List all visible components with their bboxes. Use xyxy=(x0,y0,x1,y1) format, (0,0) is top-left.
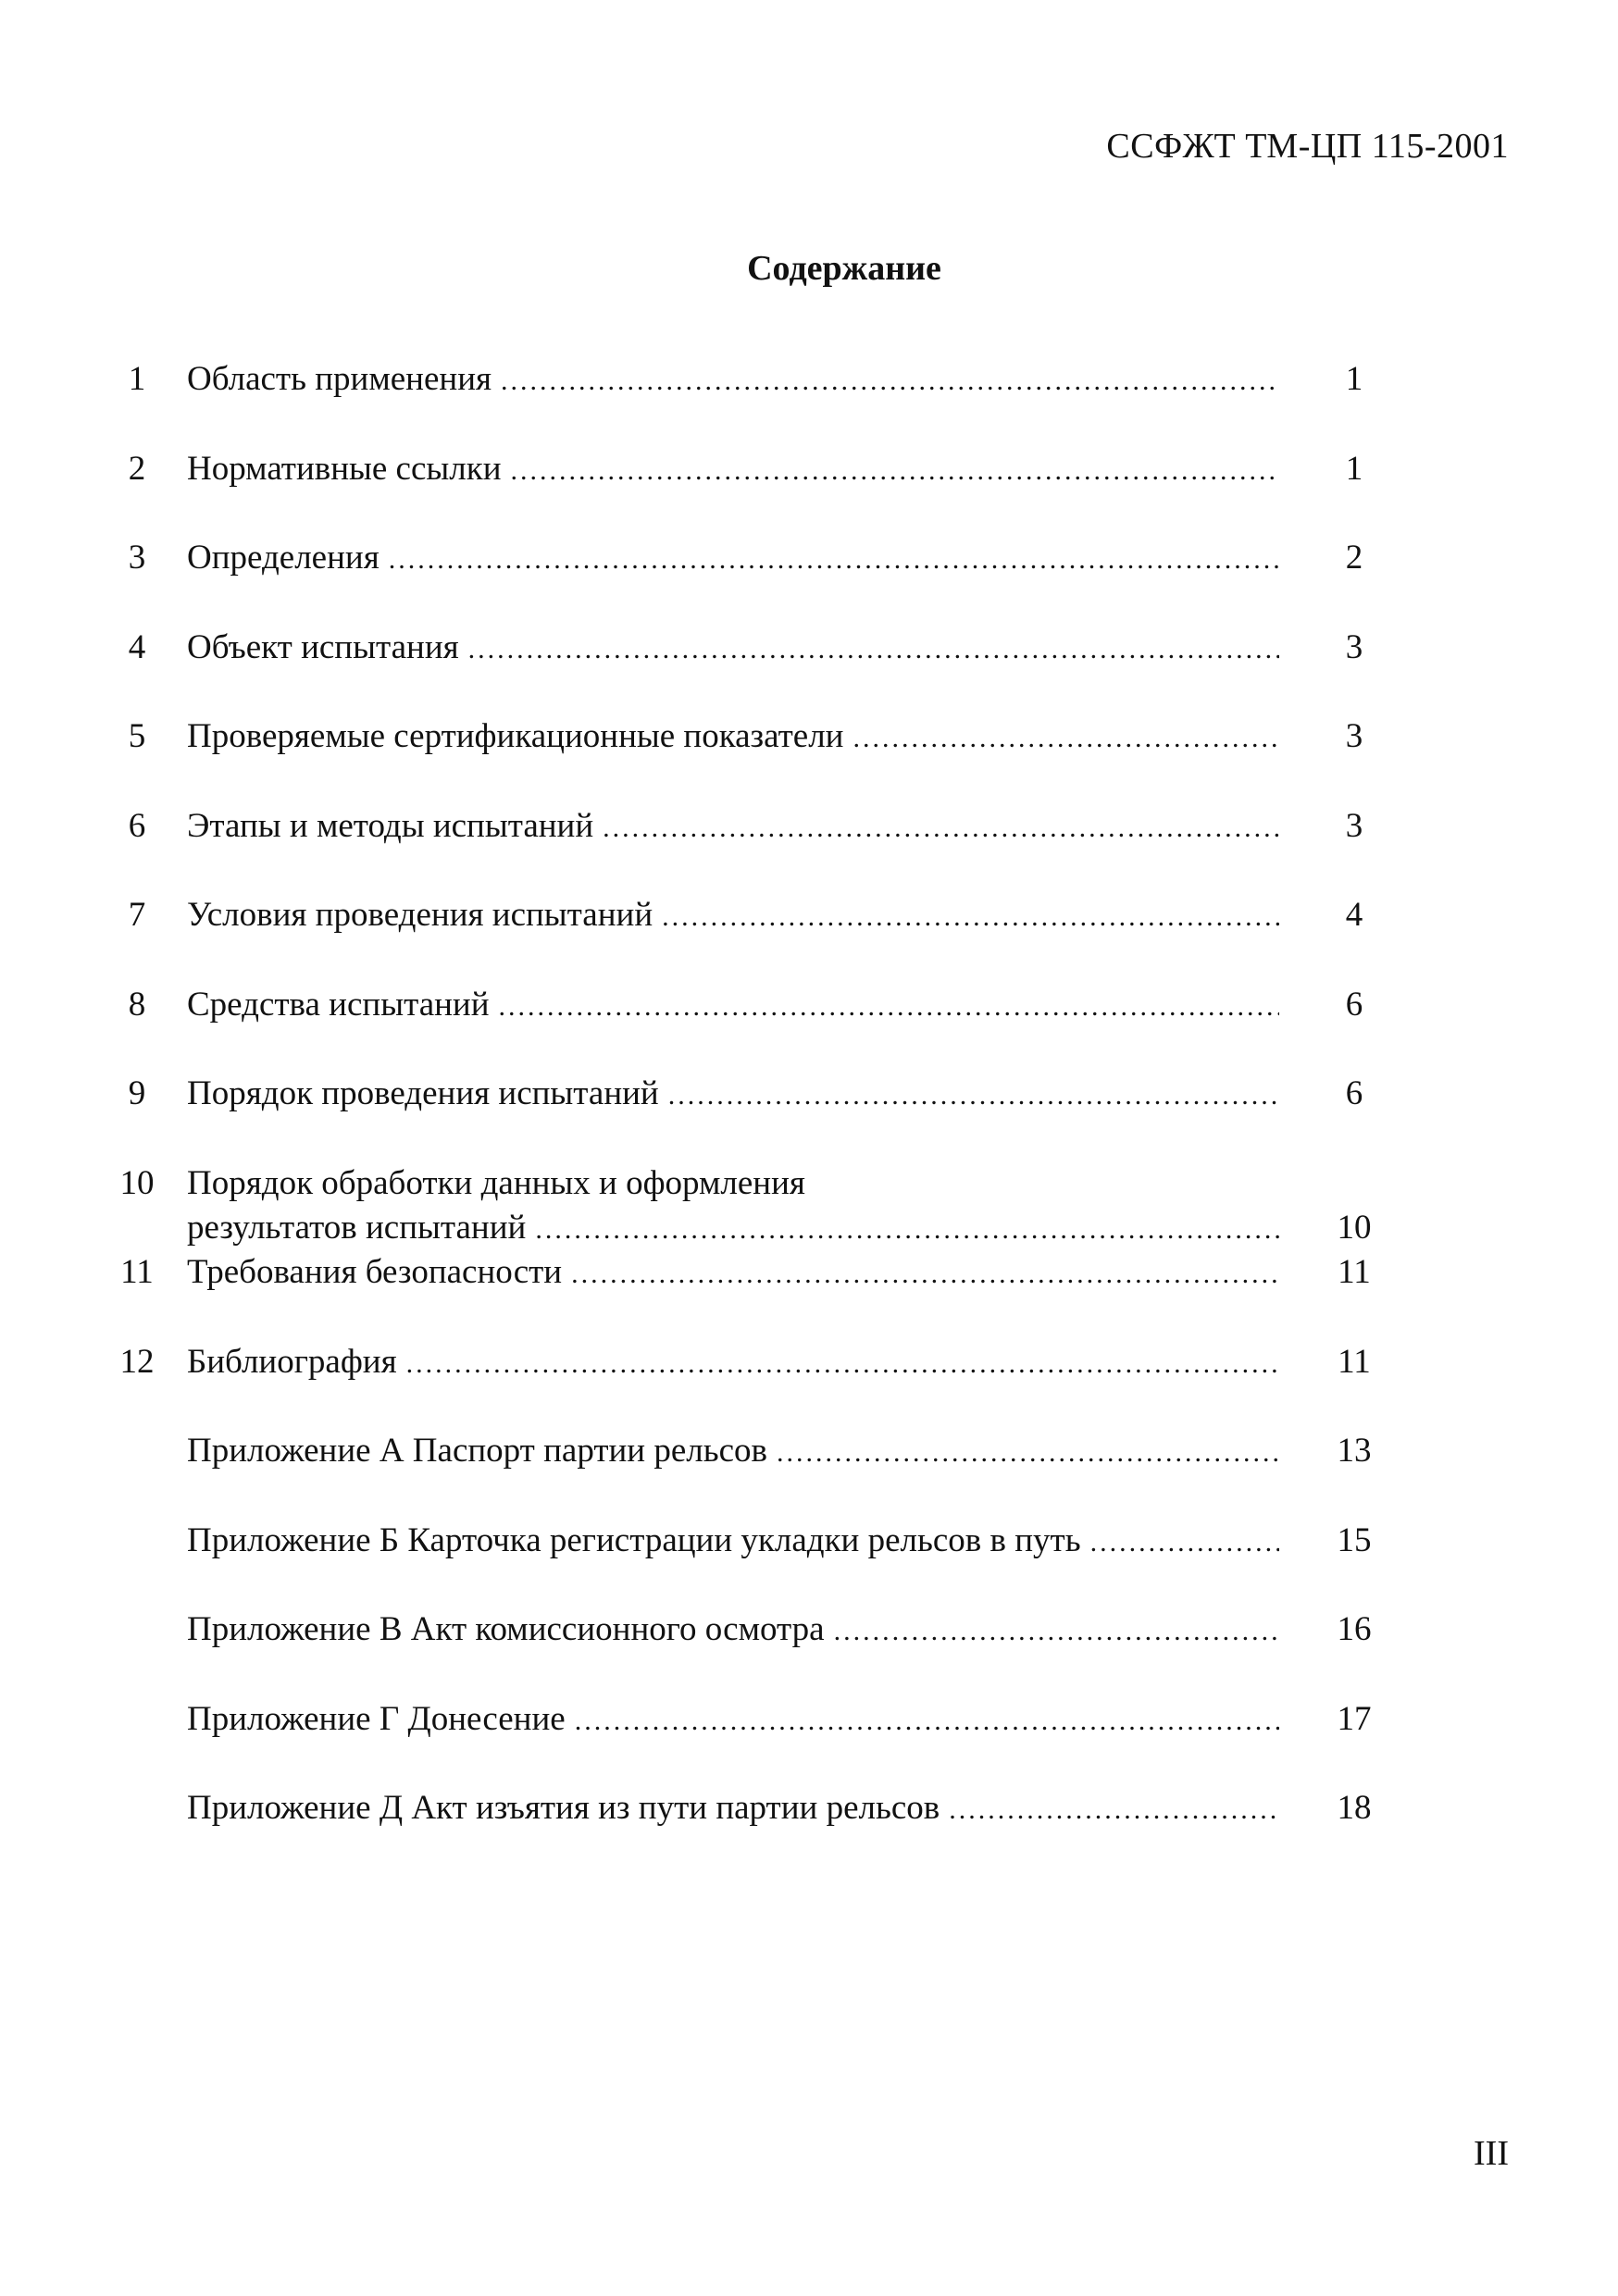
toc-entry xyxy=(109,1163,1387,1253)
toc-entry-page: 2 xyxy=(1345,539,1363,577)
toc-entry-page: 3 xyxy=(1345,627,1363,666)
toc-entry-title: Проверяемые сертификационные показатели xyxy=(187,717,844,755)
toc-entry-page: 10 xyxy=(1337,1208,1372,1247)
page-title: Содержание xyxy=(747,249,941,288)
toc-entry-page: 11 xyxy=(1338,1253,1371,1291)
toc-leader-dots xyxy=(949,1794,1279,1826)
toc-entry-page: 4 xyxy=(1345,896,1363,934)
toc-entry-page: 6 xyxy=(1345,1074,1363,1112)
toc-entry-title: Нормативные ссылки xyxy=(187,449,502,488)
toc-entry xyxy=(109,1342,1387,1432)
toc-entry-title: Библиография xyxy=(187,1342,397,1381)
toc-leader-dots xyxy=(499,991,1279,1023)
toc-leader-dots xyxy=(406,1348,1279,1380)
toc-entry xyxy=(109,449,1387,539)
toc-appendix-entry xyxy=(109,1699,1387,1789)
toc-entry-title: Требования безопасности xyxy=(187,1253,563,1291)
toc-entry-number: 2 xyxy=(128,449,146,488)
toc-leader-dots xyxy=(535,1214,1279,1246)
toc-leader-dots xyxy=(603,813,1279,844)
toc-leader-dots xyxy=(662,901,1279,933)
toc-entry-title: Средства испытаний xyxy=(187,985,490,1024)
toc-entry xyxy=(109,806,1387,896)
toc-leader-dots xyxy=(468,634,1279,665)
toc-entry-page: 11 xyxy=(1338,1342,1371,1381)
toc-entry-number: 6 xyxy=(128,806,146,845)
toc-entry-page: 6 xyxy=(1345,985,1363,1024)
toc-entry-number: 9 xyxy=(128,1074,146,1112)
toc-entry xyxy=(109,895,1387,985)
document-code: ССФЖТ ТМ-ЦП 115-2001 xyxy=(1106,127,1509,166)
toc-entry-title: Определения xyxy=(187,539,380,577)
toc-entry-number: 7 xyxy=(128,896,146,934)
toc-entry-page: 16 xyxy=(1337,1610,1372,1648)
toc-entry-title: Приложение Д Акт изъятия из пути партии рельсов xyxy=(187,1789,940,1827)
toc-leader-dots xyxy=(389,544,1279,576)
toc-entry-number: 8 xyxy=(128,985,146,1024)
toc-entry xyxy=(109,716,1387,806)
toc-entry xyxy=(109,985,1387,1074)
toc-entry-title-line1: Порядок обработки данных и оформления xyxy=(187,1163,805,1202)
toc-leader-dots xyxy=(668,1080,1279,1111)
toc-appendix-entry xyxy=(109,1609,1387,1699)
toc-entry xyxy=(109,359,1387,449)
toc-entry-title: Приложение А Паспорт партии рельсов xyxy=(187,1432,768,1470)
toc-entry-page: 3 xyxy=(1345,717,1363,755)
toc-entry-number: 3 xyxy=(128,539,146,577)
toc-entry-page: 18 xyxy=(1337,1789,1372,1827)
toc-entry-number: 10 xyxy=(119,1163,155,1202)
toc-entry-title: Приложение В Акт комиссионного осмотра xyxy=(187,1610,825,1648)
toc-entry-number: 4 xyxy=(128,627,146,666)
toc-appendix-entry xyxy=(109,1520,1387,1610)
toc-leader-dots xyxy=(571,1259,1279,1290)
page-number: III xyxy=(1474,2134,1509,2173)
toc-entry-page: 13 xyxy=(1337,1432,1372,1470)
toc-leader-dots xyxy=(834,1616,1279,1647)
toc-entry-title: Объект испытания xyxy=(187,627,459,666)
toc-appendix-entry xyxy=(109,1431,1387,1520)
toc-entry xyxy=(109,1074,1387,1163)
toc-leader-dots xyxy=(853,723,1280,754)
table-of-contents xyxy=(109,359,1387,1878)
toc-leader-dots xyxy=(1090,1527,1279,1558)
toc-entry-number: 12 xyxy=(119,1342,155,1381)
toc-entry xyxy=(109,1252,1387,1342)
toc-entry-title: Приложение Б Карточка регистрации укладки рельсов в путь xyxy=(187,1520,1081,1559)
toc-entry-number: 1 xyxy=(128,360,146,398)
toc-entry xyxy=(109,538,1387,627)
toc-entry-title: результатов испытаний xyxy=(187,1208,527,1247)
toc-entry-page: 1 xyxy=(1345,449,1363,488)
toc-entry-title: Область применения xyxy=(187,360,492,398)
toc-entry-page: 1 xyxy=(1345,360,1363,398)
toc-leader-dots xyxy=(501,366,1279,397)
toc-leader-dots xyxy=(575,1706,1279,1737)
toc-entry-number: 11 xyxy=(120,1253,154,1291)
toc-appendix-entry xyxy=(109,1788,1387,1878)
toc-entry-title: Порядок проведения испытаний xyxy=(187,1074,659,1112)
toc-entry xyxy=(109,627,1387,717)
toc-leader-dots xyxy=(777,1437,1279,1469)
toc-entry-title: Приложение Г Донесение xyxy=(187,1699,566,1738)
toc-leader-dots xyxy=(511,455,1279,487)
toc-entry-title: Этапы и методы испытаний xyxy=(187,806,594,845)
toc-entry-page: 15 xyxy=(1337,1520,1372,1559)
toc-entry-title: Условия проведения испытаний xyxy=(187,896,653,934)
toc-entry-number: 5 xyxy=(128,717,146,755)
toc-entry-page: 17 xyxy=(1337,1699,1372,1738)
toc-entry-page: 3 xyxy=(1345,806,1363,845)
